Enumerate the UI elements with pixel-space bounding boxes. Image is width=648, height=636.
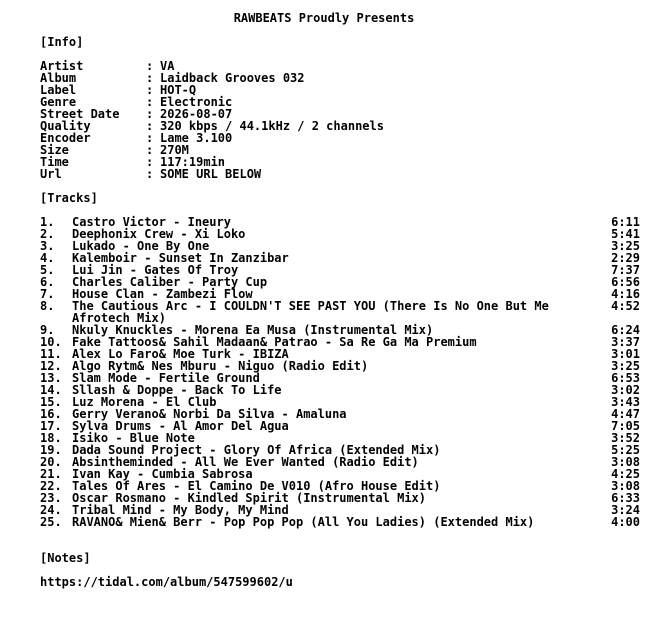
track-duration: 6:24 xyxy=(611,323,640,337)
notes-url[interactable]: https://tidal.com/album/547599602/u xyxy=(40,575,293,589)
track-number: 5. xyxy=(40,263,55,277)
info-value: 117:19min xyxy=(160,155,226,169)
track-title: Tribal Mind - My Body, My Mind xyxy=(72,503,289,517)
info-value: 270M xyxy=(160,143,189,157)
info-key: Genre xyxy=(40,95,77,109)
track-title: Dada Sound Project - Glory Of Africa (Extended Mix) xyxy=(72,443,441,457)
track-number: 21. xyxy=(40,467,62,481)
info-separator: : xyxy=(146,155,154,169)
track-duration: 5:41 xyxy=(611,227,640,241)
track-duration: 5:25 xyxy=(611,443,640,457)
track-number: 23. xyxy=(40,491,62,505)
track-number: 16. xyxy=(40,407,62,421)
track-number: 9. xyxy=(40,323,55,337)
track-number: 1. xyxy=(40,215,55,229)
track-number: 11. xyxy=(40,347,62,361)
track-duration: 7:37 xyxy=(611,263,640,277)
track-duration: 3:25 xyxy=(611,239,640,253)
info-key: Street Date xyxy=(40,107,120,121)
track-number: 7. xyxy=(40,287,55,301)
info-separator: : xyxy=(146,119,154,133)
info-separator: : xyxy=(146,95,154,109)
info-separator: : xyxy=(146,83,154,97)
track-duration: 3:24 xyxy=(611,503,640,517)
page-header: RAWBEATS Proudly Presents xyxy=(233,11,415,25)
track-title: Isiko - Blue Note xyxy=(72,431,195,445)
info-value: 320 kbps / 44.1kHz / 2 channels xyxy=(160,119,384,133)
track-duration: 7:05 xyxy=(611,419,640,433)
track-number: 18. xyxy=(40,431,62,445)
track-number: 17. xyxy=(40,419,62,433)
track-number: 2. xyxy=(40,227,55,241)
track-duration: 4:52 xyxy=(611,299,640,313)
info-separator: : xyxy=(146,107,154,121)
track-number: 19. xyxy=(40,443,62,457)
info-heading: [Info] xyxy=(40,35,84,49)
info-value: Electronic xyxy=(160,95,233,109)
track-title: Castro Victor - Ineury xyxy=(72,215,231,229)
track-duration: 4:47 xyxy=(611,407,640,421)
info-key: Time xyxy=(40,155,69,169)
track-duration: 6:53 xyxy=(611,371,640,385)
track-title: Oscar Rosmano - Kindled Spirit (Instrumental Mix) xyxy=(72,491,427,505)
track-duration: 4:00 xyxy=(611,515,640,529)
info-key: Url xyxy=(40,167,62,181)
track-number: 13. xyxy=(40,371,62,385)
track-number: 20. xyxy=(40,455,62,469)
track-duration: 2:29 xyxy=(611,251,640,265)
info-value: Lame 3.100 xyxy=(160,131,233,145)
track-duration: 3:08 xyxy=(611,479,640,493)
info-separator: : xyxy=(146,143,154,157)
track-duration: 3:43 xyxy=(611,395,640,409)
track-title: Algo Rytm& Nes Mburu - Niguo (Radio Edit) xyxy=(72,359,369,373)
track-title: Luz Morena - El Club xyxy=(72,395,217,409)
track-title: Lui Jin - Gates Of Troy xyxy=(72,263,239,277)
track-duration: 3:37 xyxy=(611,335,640,349)
track-number: 6. xyxy=(40,275,55,289)
track-number: 4. xyxy=(40,251,55,265)
info-value: VA xyxy=(160,59,175,73)
track-number: 24. xyxy=(40,503,62,517)
info-value: SOME URL BELOW xyxy=(160,167,262,181)
track-title: Fake Tattoos& Sahil Madaan& Patrao - Sa Re Ga Ma Premium xyxy=(72,335,477,349)
info-key: Album xyxy=(40,71,77,85)
track-title: House Clan - Zambezi Flow xyxy=(72,287,253,301)
track-title: Lukado - One By One xyxy=(72,239,210,253)
track-duration: 6:11 xyxy=(611,215,640,229)
info-value: Laidback Grooves 032 xyxy=(160,71,305,85)
info-key: Encoder xyxy=(40,131,91,145)
track-title: RAVANO& Mien& Berr - Pop Pop Pop (All You Ladies) (Extended Mix) xyxy=(72,515,535,529)
track-duration: 3:25 xyxy=(611,359,640,373)
track-number: 10. xyxy=(40,335,62,349)
track-number: 15. xyxy=(40,395,62,409)
track-number: 25. xyxy=(40,515,62,529)
track-duration: 3:01 xyxy=(611,347,640,361)
track-number: 3. xyxy=(40,239,55,253)
info-separator: : xyxy=(146,71,154,85)
info-separator: : xyxy=(146,167,154,181)
track-duration: 3:52 xyxy=(611,431,640,445)
track-title: Alex Lo Faro& Moe Turk - IBIZA xyxy=(72,347,289,361)
track-title: Gerry Verano& Norbi Da Silva - Amaluna xyxy=(72,407,347,421)
track-title: Tales Of Ares - El Camino De V010 (Afro House Edit) xyxy=(72,479,441,493)
track-title: Nkuly Knuckles - Morena Ea Musa (Instrumental Mix) xyxy=(72,323,434,337)
track-number: 12. xyxy=(40,359,62,373)
track-duration: 6:56 xyxy=(611,275,640,289)
info-separator: : xyxy=(146,59,154,73)
tracks-heading: [Tracks] xyxy=(40,191,98,205)
track-number: 8. xyxy=(40,299,55,313)
info-key: Artist xyxy=(40,59,84,73)
track-duration: 4:16 xyxy=(611,287,640,301)
track-title: Sllash & Doppe - Back To Life xyxy=(72,383,282,397)
track-title: Ivan Kay - Cumbia Sabrosa xyxy=(72,467,253,481)
track-duration: 3:08 xyxy=(611,455,640,469)
info-value: 2026-08-07 xyxy=(160,107,233,121)
info-key: Quality xyxy=(40,119,91,133)
track-number: 22. xyxy=(40,479,62,493)
info-value: HOT-Q xyxy=(160,83,197,97)
track-duration: 4:25 xyxy=(611,467,640,481)
track-number: 14. xyxy=(40,383,62,397)
track-duration: 3:02 xyxy=(611,383,640,397)
track-duration: 6:33 xyxy=(611,491,640,505)
track-title: The Cautious Arc - I COULDN'T SEE PAST YOU (There Is No One But Me Afrotech Mix) xyxy=(72,299,549,325)
track-title: Absintheminded - All We Ever Wanted (Radio Edit) xyxy=(72,455,419,469)
info-separator: : xyxy=(146,131,154,145)
info-key: Label xyxy=(40,83,77,97)
track-title: Slam Mode - Fertile Ground xyxy=(72,371,260,385)
track-title: Kalemboir - Sunset In Zanzibar xyxy=(72,251,289,265)
track-title: Charles Caliber - Party Cup xyxy=(72,275,268,289)
info-key: Size xyxy=(40,143,69,157)
track-title: Sylva Drums - Al Amor Del Agua xyxy=(72,419,289,433)
notes-heading: [Notes] xyxy=(40,551,91,565)
track-title: Deephonix Crew - Xi Loko xyxy=(72,227,246,241)
